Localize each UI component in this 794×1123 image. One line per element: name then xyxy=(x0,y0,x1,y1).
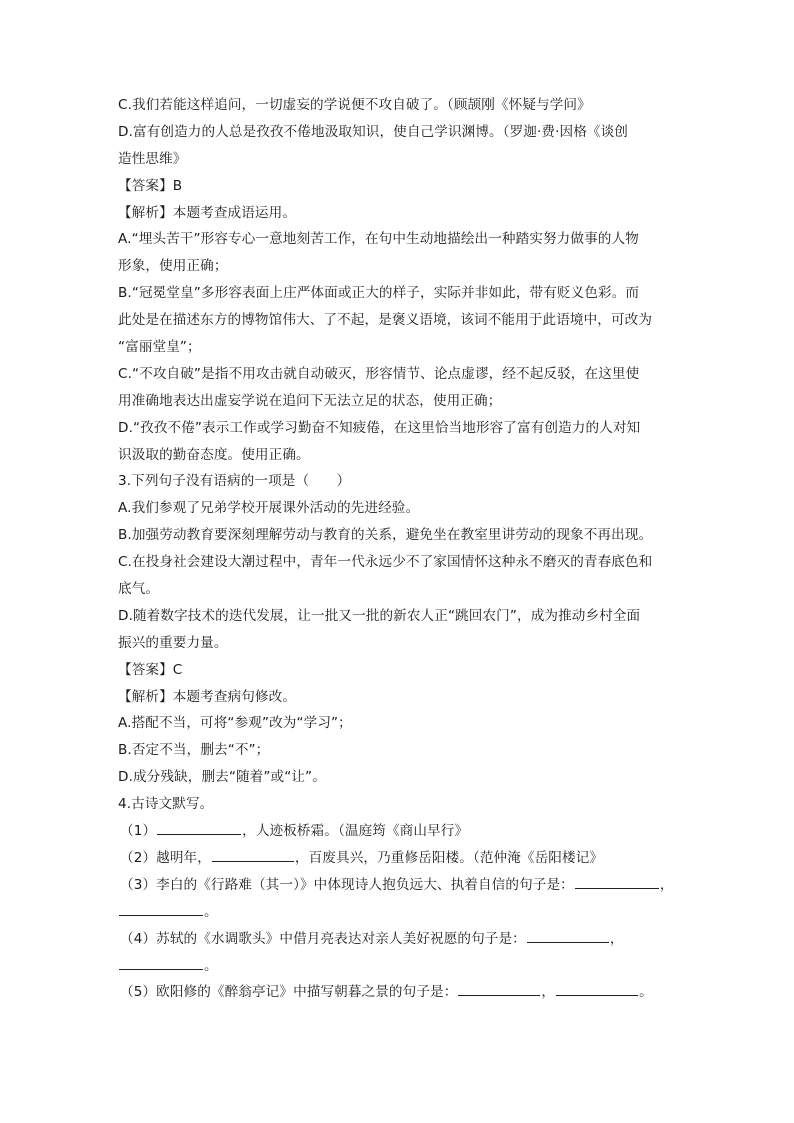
fill-suffix: ，人迹板桥霜。（温庭筠《商山早行》 xyxy=(242,823,469,840)
option-c: C.在投身社会建设大潮过程中，青年一代永远少不了家国情怀这种永不磨灭的青春底色和 xyxy=(118,554,653,571)
fill-item-4-cont xyxy=(118,953,678,980)
fill-prefix: （1） xyxy=(120,823,157,840)
answer-label: 【答案】B xyxy=(118,177,183,194)
separator: ， xyxy=(609,930,624,947)
option-b: B.加强劳动教育要深刻理解劳动与教育的关系，避免坐在教室里讲劳动的现象不再出现。 xyxy=(118,527,653,544)
text-line: 用准确地表达出虚妄学说在追问下无法立足的状态，使用正确； xyxy=(118,392,502,409)
text-line: “富丽堂皇”； xyxy=(118,339,201,356)
text-line: 形象，使用正确； xyxy=(118,258,228,275)
end-mark: 。 xyxy=(639,984,653,1001)
fill-item-3 xyxy=(118,872,678,899)
end-mark: 。 xyxy=(204,957,218,974)
question-title: 3.下列句子没有语病的一项是（ ） xyxy=(118,473,351,490)
fill-item-2 xyxy=(118,845,678,872)
fill-item-3-cont xyxy=(118,899,678,926)
fill-suffix: ，百废具兴，乃重修岳阳楼。（范仲淹《岳阳楼记》 xyxy=(294,849,604,866)
answer-blank[interactable] xyxy=(575,874,659,889)
answer-blank[interactable] xyxy=(157,820,241,835)
answer-blank[interactable] xyxy=(458,981,540,996)
answer-blank[interactable] xyxy=(212,847,294,862)
text-line: A.“埋头苦干”形容专心一意地刻苦工作，在句中生动地描绘出一种踏实努力做事的人物 xyxy=(118,231,639,248)
text-line: C.我们若能这样追问，一切虚妄的学说便不攻自破了。（顾颉刚《怀疑与学问》 xyxy=(118,97,591,113)
option-a: A.我们参观了兄弟学校开展课外活动的先进经验。 xyxy=(118,500,420,517)
option-c-cont: 底气。 xyxy=(118,581,160,598)
separator: ， xyxy=(659,876,674,893)
fill-text: （4）苏轼的《水调歌头》中借月亮表达对亲人美好祝愿的句子是： xyxy=(120,930,526,947)
separator: ， xyxy=(541,984,556,1001)
text-line: B.否定不当，删去“不”； xyxy=(118,742,270,759)
text-line: D.“孜孜不倦”表示工作或学习勤奋不知疲倦，在这里恰当地形容了富有创造力的人对知 xyxy=(118,419,641,436)
text-line: D.富有创造力的人总是孜孜不倦地汲取知识，使自己学识渊博。（罗迦·费·因格《谈创 xyxy=(118,123,629,140)
answer-blank[interactable] xyxy=(556,981,638,996)
answer-blank[interactable] xyxy=(119,901,203,916)
answer-blank[interactable] xyxy=(119,955,203,970)
fill-item-1 xyxy=(118,818,678,845)
fill-item-5 xyxy=(118,979,678,1006)
option-d: D.随着数字技术的迭代发展，让一批又一批的新农人正“跳回农门”，成为推动乡村全面 xyxy=(118,607,641,624)
text-line: D.成分残缺，删去“随着”或“让”。 xyxy=(118,769,326,786)
end-mark: 。 xyxy=(204,903,218,920)
fill-text: （3）李白的《行路难（其一）》中体现诗人抱负远大、执着自信的句子是： xyxy=(120,876,574,893)
answer-label: 【答案】C xyxy=(118,661,183,678)
fill-text: （5）欧阳修的《醉翁亭记》中描写朝暮之景的句子是： xyxy=(120,984,458,1001)
option-d-cont: 振兴的重要力量。 xyxy=(118,634,228,651)
fill-item-4 xyxy=(118,926,678,953)
question-title: 4.古诗文默写。 xyxy=(118,796,214,813)
answer-blank[interactable] xyxy=(527,928,609,943)
analysis-label: 【解析】本题考查病句修改。 xyxy=(118,688,297,705)
text-line: 此处是在描述东方的博物馆伟大、了不起，是褒义语境，该词不能用于此语境中，可改为 xyxy=(118,312,653,329)
text-line: 识汲取的勤奋态度。使用正确。 xyxy=(118,446,310,463)
document-body xyxy=(118,92,678,1006)
text-line: C.“不攻自破”是指不用攻击就自动破灭，形容情节、论点虚谬，经不起反驳，在这里使 xyxy=(118,365,640,382)
text-line: B.“冠冕堂皇”多形容表面上庄严体面或正大的样子，实际并非如此，带有贬义色彩。而 xyxy=(118,285,640,302)
text-line: 造性思维》 xyxy=(118,150,187,167)
analysis-label: 【解析】本题考查成语运用。 xyxy=(118,204,297,221)
fill-prefix: （2）越明年， xyxy=(120,849,211,866)
text-line: A.搭配不当，可将“参观”改为“学习”； xyxy=(118,715,352,732)
